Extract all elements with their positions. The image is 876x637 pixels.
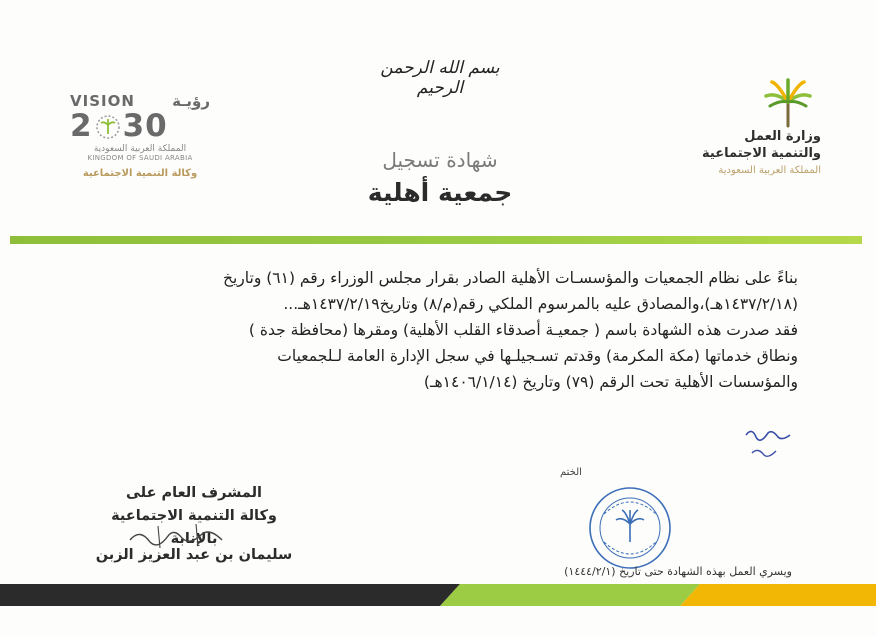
validity-note: ويسري العمل بهذه الشهادة حتى تاريخ (١٤٤٤/٢/١) bbox=[564, 565, 792, 578]
handwritten-initials-icon bbox=[738, 425, 798, 465]
green-divider-bar bbox=[10, 236, 862, 244]
certificate-subtitle: جمعية أهلية bbox=[367, 178, 513, 207]
official-stamp-icon bbox=[586, 484, 674, 572]
vision-year-right: 30 bbox=[122, 108, 168, 144]
ministry-line-1: وزارة العمل bbox=[744, 129, 821, 144]
vision-2030-logo bbox=[70, 92, 210, 179]
vision-word-en: VISION bbox=[70, 92, 135, 110]
ministry-line-2: والتنمية الاجتماعية bbox=[702, 146, 821, 161]
ministry-line-3: المملكة العربية السعودية bbox=[718, 165, 821, 176]
body-line-5: والمؤسسات الأهلية تحت الرقم (٧٩) وتاريخ (١٤٠٦/١/١٤هـ) bbox=[423, 373, 798, 391]
ministry-name bbox=[702, 128, 821, 179]
signatory-title-line-1: المشرف العام على bbox=[125, 485, 262, 501]
ministry-palm-logo-icon bbox=[762, 78, 814, 130]
certificate-body bbox=[60, 265, 798, 395]
body-line-4: ونطاق خدماتها (مكة المكرمة) وقدتم تسـجيلـها في سجل الإدارة العامة لـلجمعيات bbox=[277, 347, 798, 365]
basmala: بسم الله الرحمن الرحيم bbox=[380, 58, 500, 98]
signatory-name: سليمان بن عبد العزيز الزبن bbox=[95, 547, 293, 563]
vision-word-ar: رؤيـة bbox=[172, 92, 210, 110]
stamp-label: الختم bbox=[560, 467, 582, 478]
vision-palm-emblem-icon bbox=[95, 114, 121, 140]
signatory-title-line-2: وكالة التنمية الاجتماعية بالإنابة bbox=[111, 508, 277, 547]
vision-kingdom-ar: المملكة العربية السعودية bbox=[93, 144, 187, 154]
agency-name: وكالة التنمية الاجتماعية bbox=[82, 168, 198, 179]
footer-stripe bbox=[0, 584, 876, 606]
body-line-2: (١٤٣٧/٢/١٨هـ)،والمصادق عليه بالمرسوم الملكي رقم(م/٨) وتاريخ١٤٣٧/٢/١٩هـ... bbox=[283, 295, 798, 313]
body-line-3: فقد صدرت هذه الشهادة باسم ( جمعيـة أصدقاء القلب الأهلية) ومقرها (محافظة جدة ) bbox=[248, 321, 798, 339]
vision-year-left: 2 bbox=[70, 108, 93, 144]
body-line-1: بناءً على نظام الجمعيات والمؤسسـات الأهلية الصادر بقرار مجلس الوزراء رقم (٦١) وتاريخ bbox=[222, 269, 798, 287]
certificate-title: شهادة تسجيل bbox=[382, 148, 498, 172]
vision-year bbox=[70, 110, 210, 143]
vision-kingdom-en: KINGDOM OF SAUDI ARABIA bbox=[87, 154, 193, 162]
